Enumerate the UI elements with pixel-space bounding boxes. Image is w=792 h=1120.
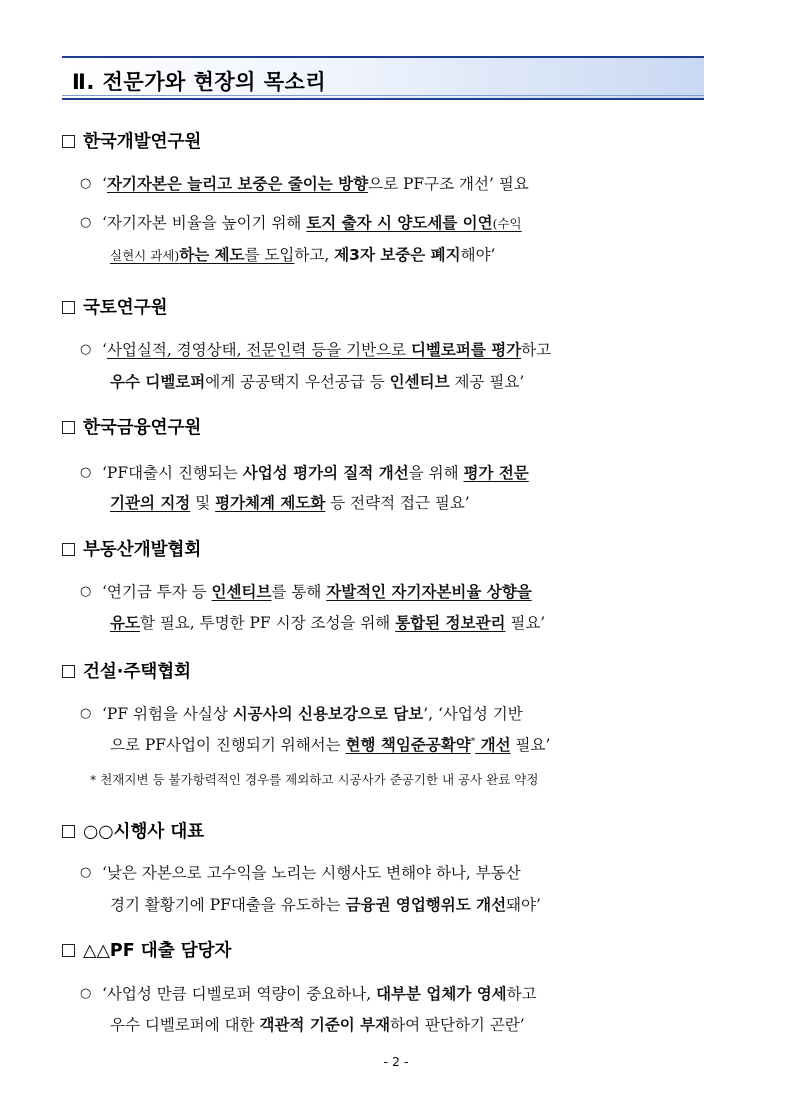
kodap-line-2: 유도할 필요, 투명한 PF 시장 조성을 위해 통합된 정보관리 필요’ <box>110 614 546 632</box>
krihs-line-1: ‘사업실적, 경영상태, 전문인력 등을 기반으로 디벨로퍼를 평가하고 <box>102 341 552 359</box>
footnote: * 천재지변 등 불가항력적인 경우를 제외하고 시공사가 준공기한 내 공사 완료 약정 <box>90 772 539 787</box>
heading-kodap: 부동산개발협회 <box>62 536 201 561</box>
heading-construction-housing: 건설·주택협회 <box>62 658 191 683</box>
kdi-line-1: ‘자기자본은 늘리고 보중은 줄이는 방향으로 PF구조 개선’ 필요 <box>102 175 529 193</box>
bullet-circle-icon: ○ <box>80 706 92 721</box>
kif-line-2: 기관의 지정 및 평가체계 제도화 등 전략적 접근 필요’ <box>110 494 470 512</box>
kdi-line-3: 실현시 과세)하는 제도를 도입하고, 제3자 보중은 폐지해야’ <box>110 246 496 264</box>
checkbox-square-icon <box>62 944 75 957</box>
checkbox-square-icon <box>62 135 75 148</box>
heading-krihs: 국토연구원 <box>62 294 168 319</box>
pf-officer-line-2: 우수 디벨로퍼에 대한 객관적 기준이 부재하여 판단하기 곤란’ <box>110 1016 525 1034</box>
construction-line-1: ‘PF 위험을 사실상 시공사의 신용보강으로 담보’, ‘사업성 기반 <box>102 705 523 723</box>
section-title: Ⅱ. 전문가와 현장의 목소리 <box>72 70 327 94</box>
heading-kdi: 한국개발연구원 <box>62 128 201 153</box>
checkbox-square-icon <box>62 543 75 556</box>
kdi-line-2: ‘자기자본 비율을 높이기 위해 토지 출자 시 양도세를 이연(수익 <box>102 214 522 232</box>
developer-line-2: 경기 활황기에 PF대출을 유도하는 금융권 영업행위도 개선돼야’ <box>110 896 541 914</box>
section-title-bar <box>62 56 704 100</box>
bullet-circle-icon: ○ <box>80 465 92 480</box>
construction-line-2: 으로 PF사업이 진행되기 위해서는 현행 책임준공확약* 개선 필요’ <box>110 736 551 754</box>
bullet-circle-icon: ○ <box>80 584 92 599</box>
checkbox-square-icon <box>62 825 75 838</box>
heading-pf-officer: △△PF 대출 담당자 <box>62 937 231 962</box>
bullet-circle-icon: ○ <box>80 342 92 357</box>
kodap-line-1: ‘연기금 투자 등 인센티브를 통해 자발적인 자기자본비율 상향을 <box>102 583 532 601</box>
bullet-circle-icon: ○ <box>80 986 92 1001</box>
kif-line-1: ‘PF대출시 진행되는 사업성 평가의 질적 개선을 위해 평가 전문 <box>102 464 529 482</box>
heading-kif: 한국금융연구원 <box>62 414 201 439</box>
bullet-circle-icon: ○ <box>80 865 92 880</box>
pf-officer-line-1: ‘사업성 만큼 디벨로퍼 역량이 중요하나, 대부분 업체가 영세하고 <box>102 985 537 1003</box>
heading-developer-ceo: ○○시행사 대표 <box>62 818 204 843</box>
krihs-line-2: 우수 디벨로퍼에게 공공택지 우선공급 등 인센티브 제공 필요’ <box>110 373 525 391</box>
developer-line-1: ‘낮은 자본으로 고수익을 노리는 시행사도 변해야 하나, 부동산 <box>102 864 521 882</box>
bullet-circle-icon: ○ <box>80 176 92 191</box>
page-number: - 2 - <box>383 1054 409 1069</box>
checkbox-square-icon <box>62 421 75 434</box>
checkbox-square-icon <box>62 665 75 678</box>
checkbox-square-icon <box>62 301 75 314</box>
bullet-circle-icon: ○ <box>80 215 92 230</box>
